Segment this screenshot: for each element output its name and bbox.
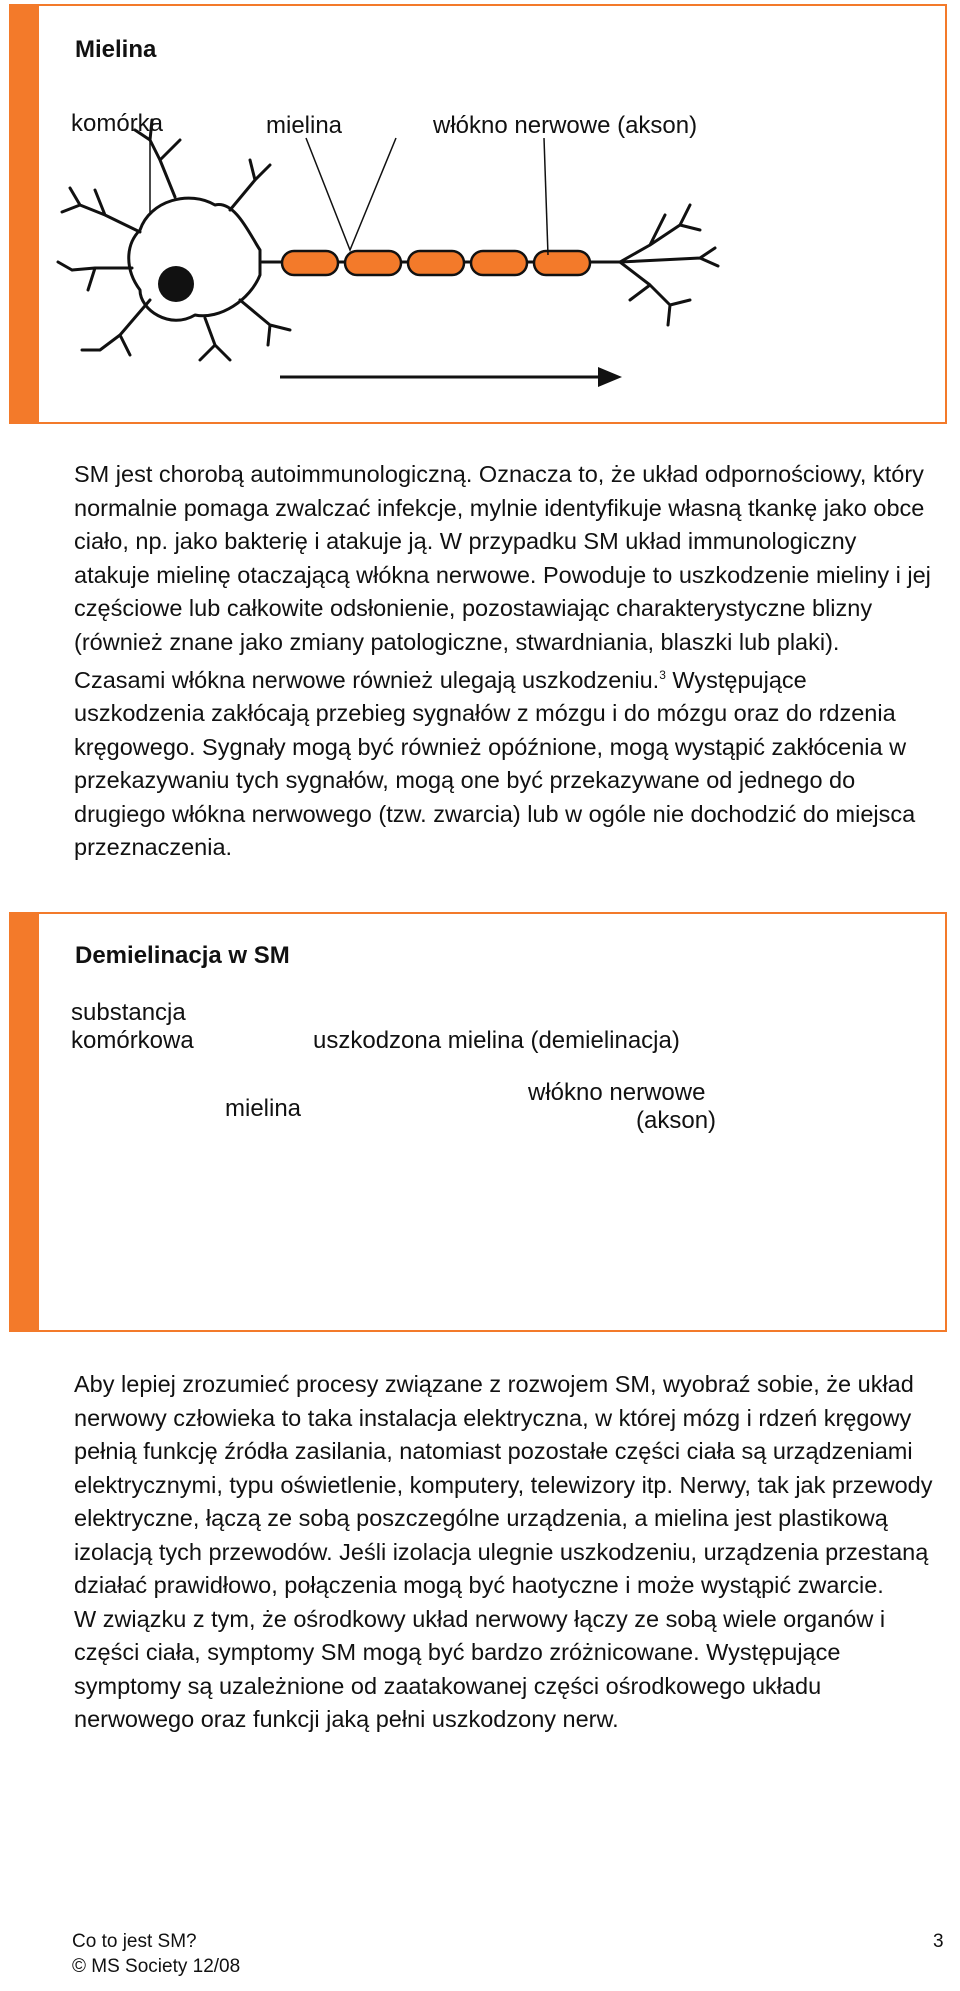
- footer-copyright: © MS Society 12/08: [72, 1956, 241, 1977]
- paragraph-symptoms: W związku z tym, że ośrodkowy układ nerwowy łączy ze sobą wiele organów i części ciała, symptomy SM mogą być bardzo zróżnicowane. Występujące symptomy są uzależnione od zaatakowanej części ośrodkowego układu nerwowego oraz funkcji jaką pełni uszkodzony nerw.: [74, 1605, 886, 1732]
- body-paragraph-1: [74, 458, 934, 865]
- reference-number: 3: [659, 668, 666, 682]
- figure-title: Mielina: [75, 36, 157, 63]
- signal-arrow-1: [280, 367, 622, 387]
- label-nerve-fiber-2-line1: włókno nerwowe: [528, 1079, 706, 1106]
- nucleus-1: [158, 266, 194, 302]
- label-substance-line2: komórkowa: [71, 1027, 194, 1054]
- paragraph-text: SM jest chorobą autoimmunologiczną. Oznacza to, że układ odpornościowy, który normalnie pomaga zwalczać infekcje, mylnie identyfikuje własną tkankę jako obce ciało, np. jako bakterię i atakuje ją. W przypadku SM układ immunologiczny atakuje mielinę otaczającą włókna nerwowe. Powoduje to uszkodzenie mieliny i jej częściowe lub całkowite odsłonienie, pozostawiając charakterystyczne blizny (również znane jako zmiany patologiczne, stwardniania, blaszki lub plaki). Czasami włókna nerwowe również ulegają uszkodzeniu.: [74, 461, 931, 693]
- page-number: 3: [933, 1931, 944, 1952]
- myelin-segments-1: [282, 251, 590, 275]
- label-nerve-fiber-2-line2: (akson): [636, 1107, 717, 1134]
- label-nerve-fiber: włókno nerwowe (akson): [433, 112, 698, 139]
- label-damaged-myelin: uszkodzona mielina (demielinacja): [313, 1027, 680, 1054]
- paragraph-text-continued: Występujące uszkodzenia zakłócają przebieg sygnałów z mózgu i do mózgu oraz do rdzenia kręgowego. Sygnały mogą być również opóźnione, mogą wystąpić zakłócenia w przekazywaniu tych sygnałów, mogą one być przekazywane od jednego do drugiego włókna nerwowego (tzw. zwarcia) lub w ogóle nie dochodzić do miejsca przeznaczenia.: [74, 666, 916, 861]
- figure-title-2: Demielinacja w SM: [75, 942, 290, 969]
- label-cell: komórka: [71, 110, 164, 137]
- body-paragraph-2: [74, 1368, 934, 1737]
- label-myelin: mielina: [266, 112, 343, 139]
- paragraph-analogy: Aby lepiej zrozumieć procesy związane z rozwojem SM, wyobraź sobie, że układ nerwowy człowieka to taka instalacja elektryczna, w której mózg i rdzeń kręgowy pełnią funkcję źródła zasilania, natomiast pozostałe części ciała są urządzeniami elektrycznymi, typu oświetlenie, komputery, telewizory itp. Nerwy, tak jak przewody elektryczne, łączą ze sobą poszczególne urządzenia, a mielina jest plastikową izolacją tych przewodów. Jeśli izolacja ulegnie uszkodzeniu, urządzenia przestaną działać prawidłowo, połączenia mogą być haotyczne i może wystąpić zwarcie.: [74, 1371, 933, 1598]
- footer-title: Co to jest SM?: [72, 1931, 197, 1952]
- label-myelin-2: mielina: [225, 1095, 302, 1122]
- label-substance-line1: substancja: [71, 999, 186, 1026]
- demyelination-figure-box: [9, 912, 947, 1332]
